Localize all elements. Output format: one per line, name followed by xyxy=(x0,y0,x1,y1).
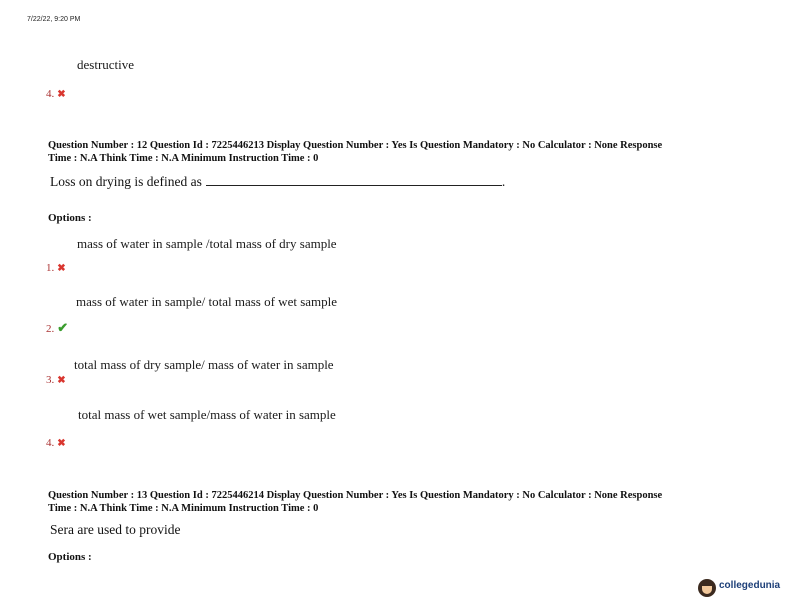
q12-option-4-number xyxy=(46,437,66,449)
option-number: 4. xyxy=(46,437,55,449)
answer-blank-line xyxy=(206,175,502,186)
question-12-meta xyxy=(48,139,768,165)
option-number: 4. xyxy=(46,88,55,100)
print-timestamp: 7/22/22, 9:20 PM xyxy=(27,16,81,23)
question-12-options-label: Options : xyxy=(48,212,92,224)
q12-option-2-number xyxy=(46,320,68,336)
q12-option-2-text: mass of water in sample/ total mass of wet sample xyxy=(76,294,338,309)
question-13-options-label: Options : xyxy=(48,551,92,563)
mascot-face-icon xyxy=(698,579,716,597)
question-13-text: Sera are used to provide xyxy=(50,522,181,537)
question-meta-line-1: Question Number : 13 Question Id : 7225446214 Display Question Number : Yes Is Question Mandatory : No Calculator : None Response xyxy=(48,490,663,501)
cross-icon: ✖ xyxy=(57,375,66,386)
logo-wordmark: collegedunia xyxy=(719,580,781,591)
question-12-text xyxy=(50,174,505,190)
blank-suffix: . xyxy=(501,174,506,189)
option-number: 2. xyxy=(46,323,55,335)
prev-option-4-number xyxy=(46,88,66,100)
cross-icon: ✖ xyxy=(57,438,66,449)
collegedunia-logo xyxy=(698,578,782,600)
q12-option-1-number xyxy=(46,262,66,274)
check-icon: ✔ xyxy=(57,320,69,335)
option-number: 3. xyxy=(46,374,55,386)
question-meta-line-1: Question Number : 12 Question Id : 7225446213 Display Question Number : Yes Is Question Mandatory : No Calculator : None Response xyxy=(48,140,663,151)
q12-option-3-text: total mass of dry sample/ mass of water in sample xyxy=(74,357,334,372)
cross-icon: ✖ xyxy=(57,89,66,100)
question-meta-line-2: Time : N.A Think Time : N.A Minimum Instruction Time : 0 xyxy=(48,153,319,164)
question-text: Loss on drying is defined as xyxy=(50,174,202,189)
q12-option-4-text: total mass of wet sample/mass of water in sample xyxy=(78,407,336,422)
q12-option-3-number xyxy=(46,374,66,386)
question-13-meta xyxy=(48,489,768,515)
prev-option-4-text: destructive xyxy=(77,57,135,72)
option-number: 1. xyxy=(46,262,55,274)
q12-option-1-text: mass of water in sample /total mass of dry sample xyxy=(77,236,337,251)
question-meta-line-2: Time : N.A Think Time : N.A Minimum Instruction Time : 0 xyxy=(48,503,319,514)
cross-icon: ✖ xyxy=(57,263,66,274)
